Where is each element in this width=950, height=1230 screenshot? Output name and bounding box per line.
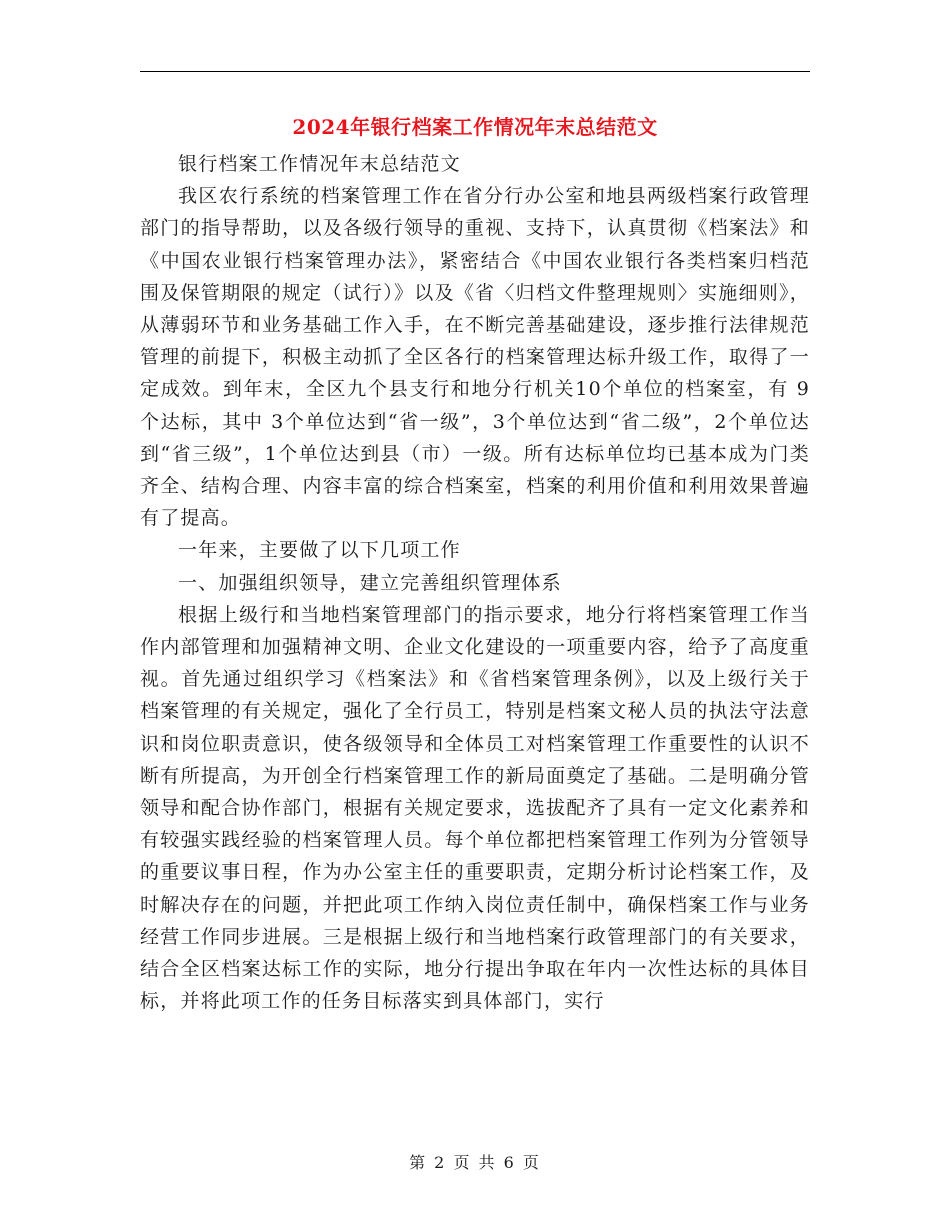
section-heading-1: 一、加强组织领导，建立完善组织管理体系 [178, 571, 562, 594]
work-summary-paragraph: 一年来，主要做了以下几项工作 [178, 539, 461, 562]
document-title: 2024年银行档案工作情况年末总结范文 [292, 115, 658, 139]
page-number: 第 2 页 共 6 页 [409, 1153, 541, 1172]
intro-paragraph: 我区农行系统的档案管理工作在省分行办公室和地县两级档案行政管理部门的指导帮助，以及各级行领导的重视、支持下，认真贯彻《档案法》和《中国农业银行档案管理办法》，紧密结合《中国农业银行各类档案归档范围及保管期限的规定（试行）》以及《省〈归档文件整理规则〉实施细则》，从薄弱环节和业务基础工作入手，在不断完善基础建设，逐步推行法律规范管理的前提下，积极主动抓了全区各行的档案管理达标升级工作，取得了一定成效。到年末，全区九个县支行和地分行机关10个单位的档案室，有 9个达标，其中 3个单位达到“省一级”，3个单位达到“省二级”，2个单位达到“省三级”，1个单位达到县（市）一级。所有达标单位均已基本成为门类齐全、结构合理、内容丰富的综合档案室，档案的利用价值和利用效果普遍有了提高。 [140, 185, 810, 530]
document-body [140, 148, 810, 1017]
section-1-paragraph: 根据上级行和当地档案管理部门的指示要求，地分行将档案管理工作当作内部管理和加强精神文明、企业文化建设的一项重要内容，给予了高度重视。首先通过组织学习《档案法》和《省档案管理条例》，以及上级行关于档案管理的有关规定，强化了全行员工，特别是档案文秘人员的执法守法意识和岗位职责意识，使各级领导和全体员工对档案管理工作重要性的认识不断有所提高，为开创全行档案管理工作的新局面奠定了基础。二是明确分管领导和配合协作部门，根据有关规定要求，选拔配齐了具有一定文化素养和有较强实践经验的档案管理人员。每个单位都把档案管理工作列为分管领导的重要议事日程，作为办公室主任的重要职责，定期分析讨论档案工作，及时解决存在的问题，并把此项工作纳入岗位责任制中，确保档案工作与业务经营工作同步进展。三是根据上级行和当地档案行政管理部门的有关要求，结合全区档案达标工作的实际，地分行提出争取在年内一次性达标的具体目标，并将此项工作的任务目标落实到具体部门，实行 [140, 603, 810, 1013]
subtitle-paragraph: 银行档案工作情况年末总结范文 [178, 153, 461, 175]
header-rule [140, 71, 810, 72]
